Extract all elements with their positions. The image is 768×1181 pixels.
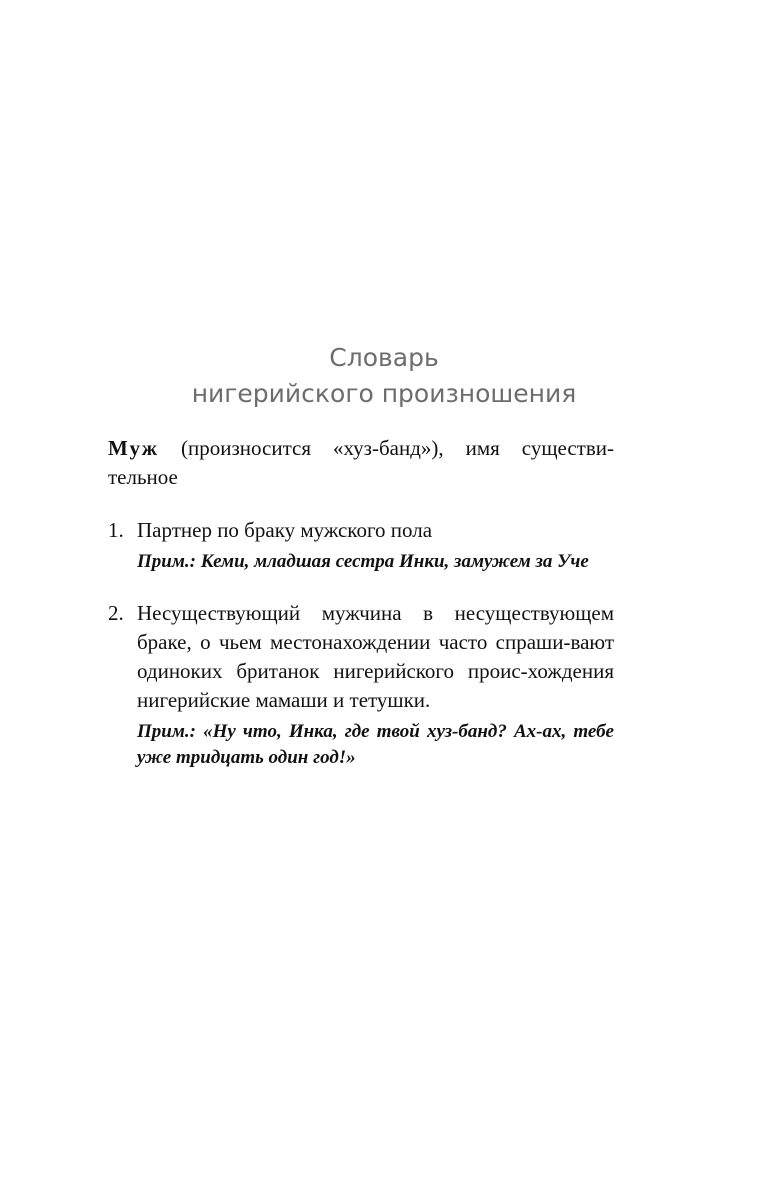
item-example: Прим.: «Ну что, Инка, где твой хуз-банд? Ах-ах, тебе уже тридцать один год!»	[137, 721, 614, 768]
title-line-1: Словарь	[329, 343, 439, 372]
entry-definition: (произносится «хуз-банд»), имя существи-тельное	[108, 436, 614, 489]
item-number: 1.	[108, 518, 124, 542]
page-title	[0, 340, 768, 412]
item-example: Прим.: Кеми, младшая сестра Инки, замужем за Уче	[137, 551, 589, 572]
definition-item-1	[108, 516, 614, 575]
item-text: Партнер по браку мужского пола	[137, 518, 433, 542]
item-number: 2.	[108, 601, 124, 625]
dictionary-entry	[108, 434, 614, 492]
headword: Муж	[108, 436, 159, 460]
title-line-2: нигерийского произношения	[191, 379, 577, 408]
item-text: Несуществующий мужчина в несуществующем браке, о чьем местонахождении часто спраши-вают одиноких британок нигерийского проис-хождения нигерийские мамаши и тетушки.	[137, 601, 614, 712]
definition-item-2	[108, 599, 614, 771]
